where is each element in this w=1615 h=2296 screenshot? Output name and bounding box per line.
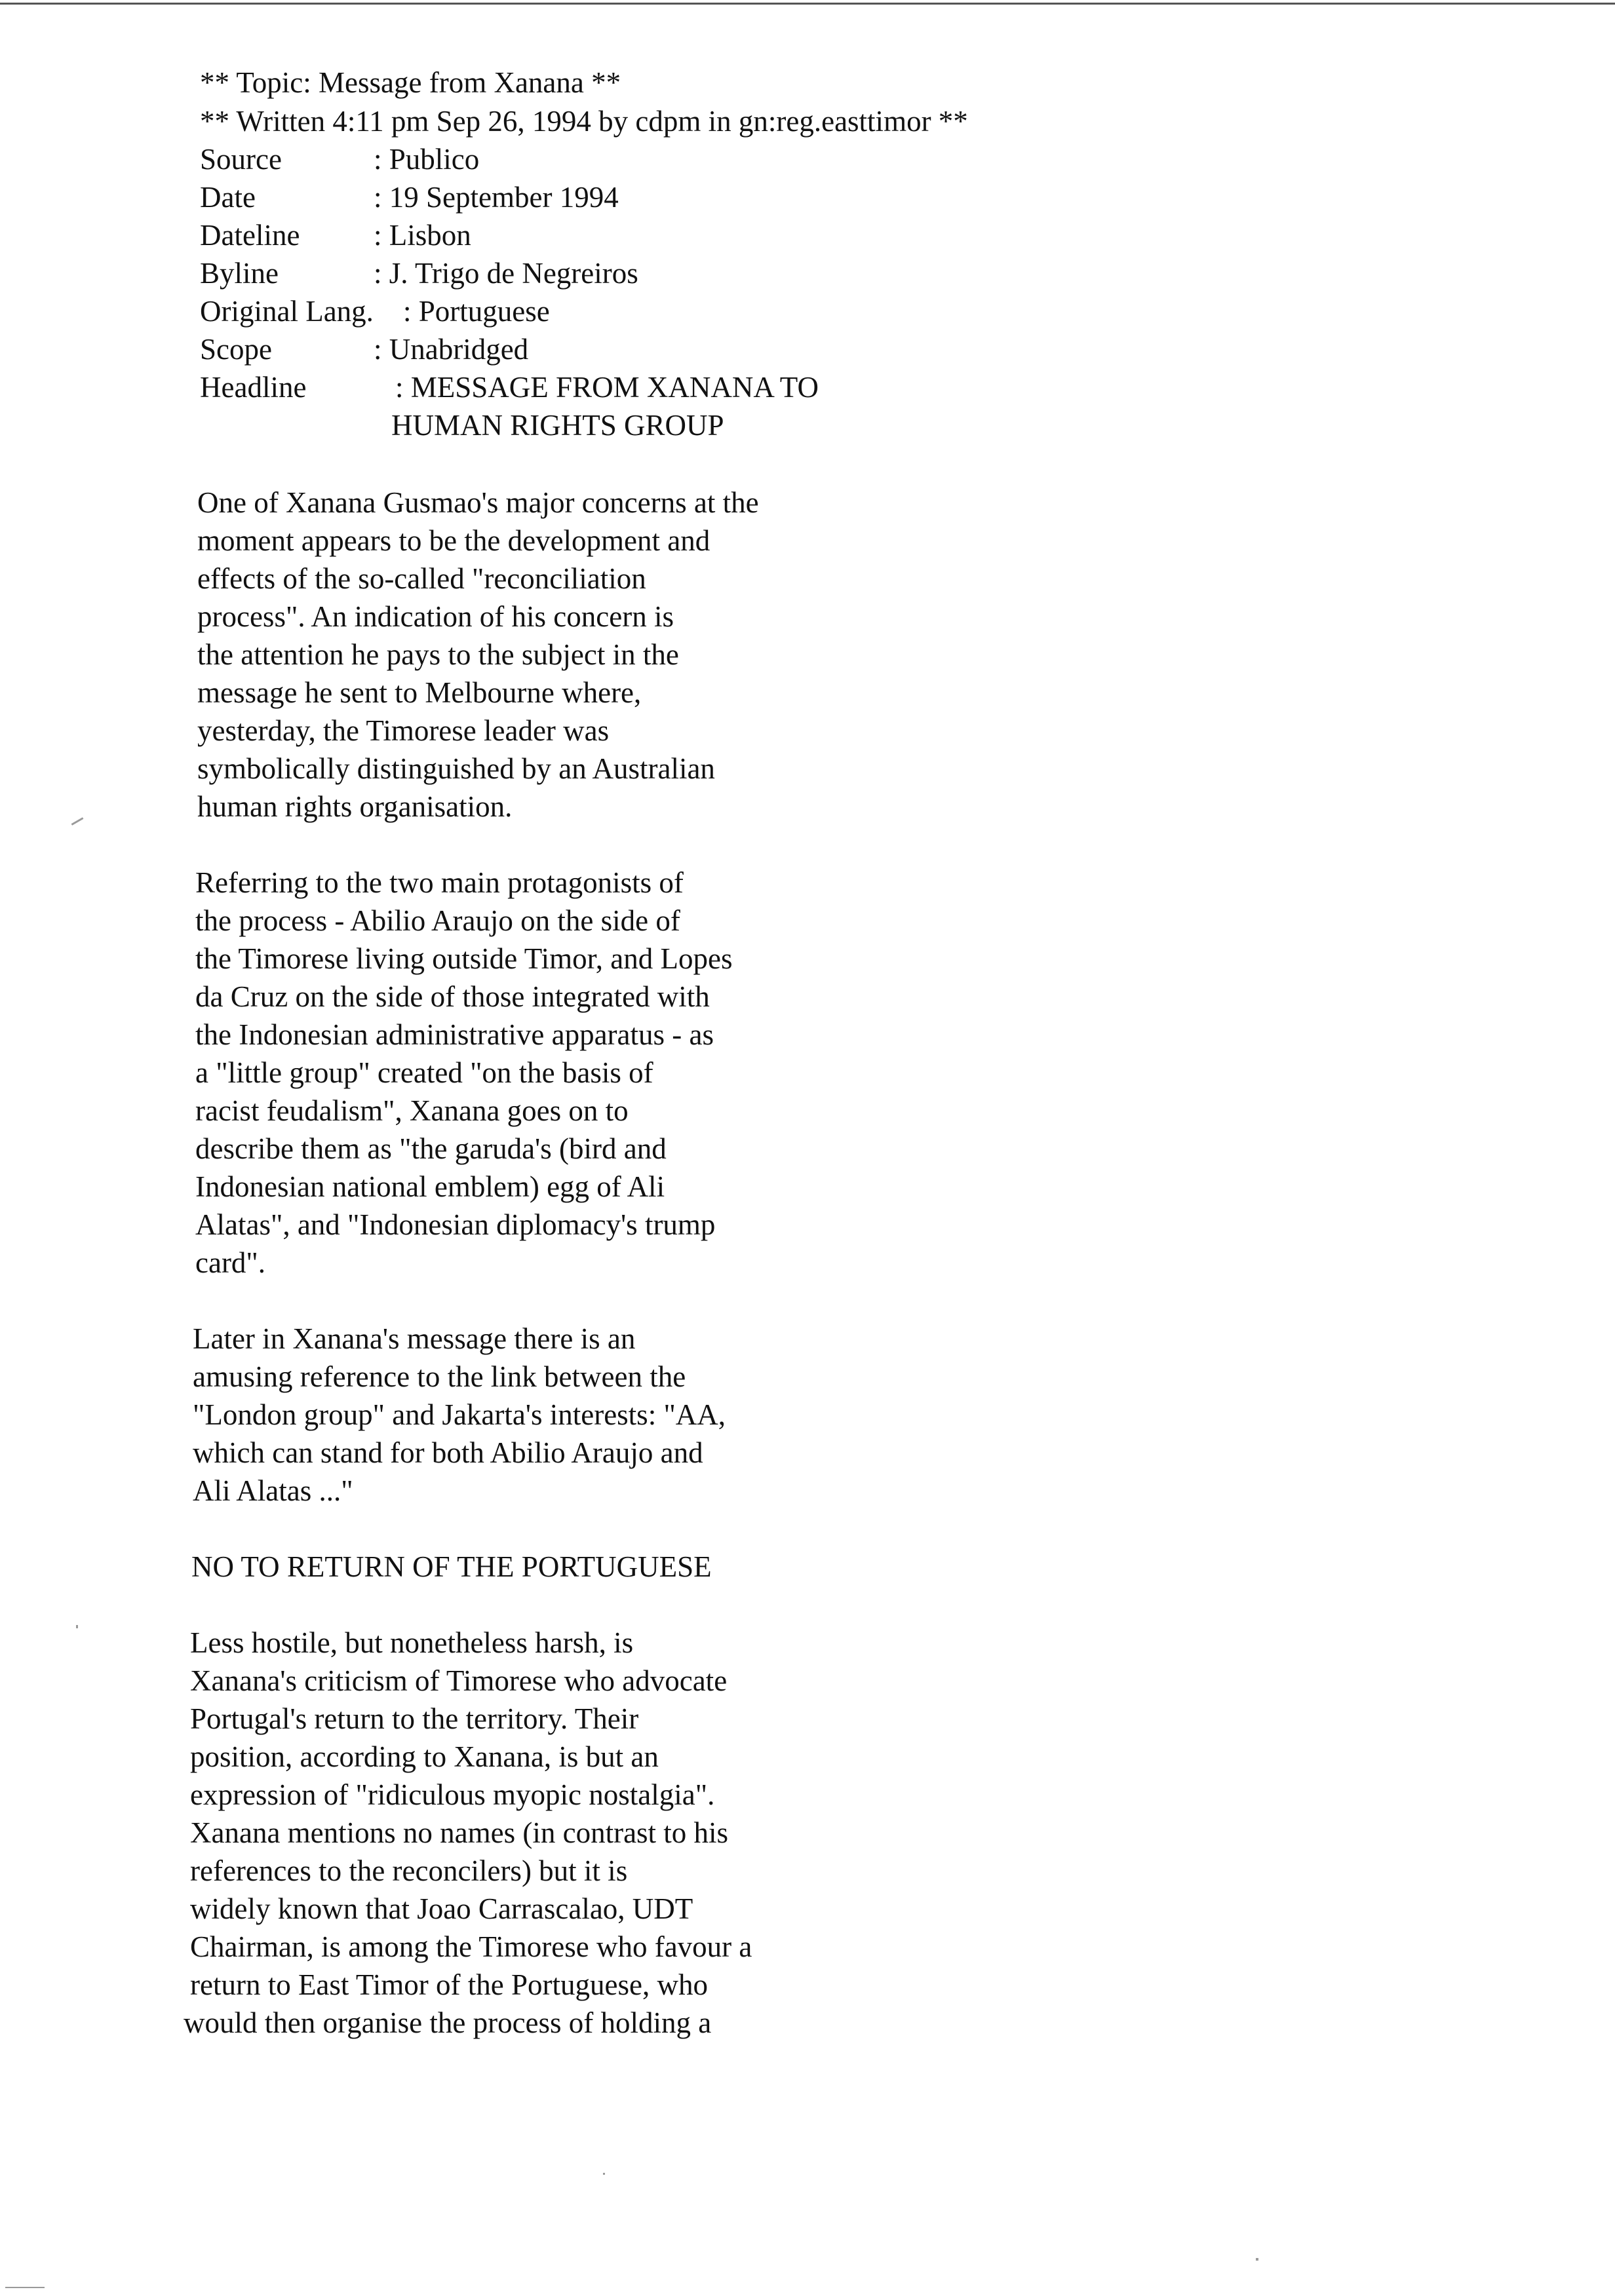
paragraph-line: widely known that Joao Carrascalao, UDT	[190, 1892, 693, 1925]
paragraph-line: Ali Alatas ..."	[193, 1474, 353, 1507]
meta-value-original-lang: : Portuguese	[403, 295, 550, 328]
paragraph-line: amusing reference to the link between the	[193, 1360, 686, 1393]
paragraph-line: One of Xanana Gusmao's major concerns at the	[197, 486, 759, 519]
paragraph-line: racist feudalism", Xanana goes on to	[195, 1094, 629, 1127]
paragraph-line: describe them as "the garuda's (bird and	[195, 1132, 667, 1165]
scan-speck	[76, 1625, 78, 1628]
meta-label-byline: Byline	[200, 257, 279, 290]
scan-speck	[5, 2287, 45, 2288]
paragraph-line: return to East Timor of the Portuguese, who	[190, 1968, 708, 2001]
paragraph-line: human rights organisation.	[197, 790, 513, 823]
meta-value-source: : Publico	[374, 143, 480, 176]
paragraph-line: moment appears to be the development and	[197, 524, 710, 557]
paragraph-line: position, according to Xanana, is but an	[190, 1740, 659, 1773]
paragraph-line: message he sent to Melbourne where,	[197, 676, 642, 709]
paragraph-line: Portugal's return to the territory. Their	[190, 1702, 639, 1735]
meta-value-date: : 19 September 1994	[374, 181, 619, 214]
paragraph-line: the process - Abilio Araujo on the side of	[195, 904, 680, 937]
paragraph-line: Later in Xanana's message there is an	[193, 1322, 636, 1355]
meta-label-source: Source	[200, 143, 282, 176]
paragraph-line: Referring to the two main protagonists of	[195, 866, 684, 899]
paragraph-line: "London group" and Jakarta's interests: "AA,	[193, 1398, 726, 1431]
paragraph-line: Xanana's criticism of Timorese who advocate	[190, 1664, 728, 1697]
meta-value-scope: : Unabridged	[374, 333, 529, 366]
paragraph-line: yesterday, the Timorese leader was	[197, 714, 610, 747]
paragraph-line: Xanana mentions no names (in contrast to his	[190, 1816, 729, 1849]
meta-label-scope: Scope	[200, 333, 272, 366]
paragraph-line: which can stand for both Abilio Araujo and	[193, 1436, 703, 1469]
paragraph-line: would then organise the process of holding a	[184, 2006, 712, 2039]
topic-line: ** Topic: Message from Xanana **	[200, 66, 621, 99]
paragraph-line: da Cruz on the side of those integrated with	[195, 980, 710, 1013]
paragraph-line: Chairman, is among the Timorese who favour a	[190, 1930, 752, 1963]
meta-label-date: Date	[200, 181, 256, 214]
scan-speck	[603, 2173, 605, 2175]
paragraph-line: effects of the so-called "reconciliation	[197, 562, 646, 595]
paragraph-line: symbolically distinguished by an Australian	[197, 752, 715, 785]
paragraph-line: references to the reconcilers) but it is	[190, 1854, 628, 1887]
meta-value-byline: : J. Trigo de Negreiros	[374, 257, 638, 290]
paragraph-line: the Indonesian administrative apparatus - as	[195, 1018, 714, 1051]
headline-continuation: HUMAN RIGHTS GROUP	[391, 409, 724, 442]
paragraph-line: the Timorese living outside Timor, and Lopes	[195, 942, 733, 975]
written-line: ** Written 4:11 pm Sep 26, 1994 by cdpm in gn:reg.easttimor **	[200, 105, 968, 138]
paragraph-line: expression of "ridiculous myopic nostalgia".	[190, 1778, 715, 1811]
paragraph-line: card".	[195, 1246, 266, 1279]
meta-value-headline: : MESSAGE FROM XANANA TO	[395, 371, 819, 404]
scan-speck	[1256, 2258, 1258, 2261]
paragraph-line: Indonesian national emblem) egg of Ali	[195, 1170, 665, 1203]
meta-label-original-lang: Original Lang.	[200, 295, 374, 328]
meta-label-headline: Headline	[200, 371, 307, 404]
paragraph-line: the attention he pays to the subject in the	[197, 638, 679, 671]
paragraph-line: a "little group" created "on the basis of	[195, 1056, 653, 1089]
paragraph-line: Alatas", and "Indonesian diplomacy's trump	[195, 1208, 716, 1241]
paragraph-line: Less hostile, but nonetheless harsh, is	[190, 1626, 634, 1659]
meta-label-dateline: Dateline	[200, 219, 300, 252]
section-subheading: NO TO RETURN OF THE PORTUGUESE	[191, 1550, 712, 1583]
meta-value-dateline: : Lisbon	[374, 219, 471, 252]
paragraph-line: process". An indication of his concern is	[197, 600, 674, 633]
scan-speck	[71, 817, 84, 826]
